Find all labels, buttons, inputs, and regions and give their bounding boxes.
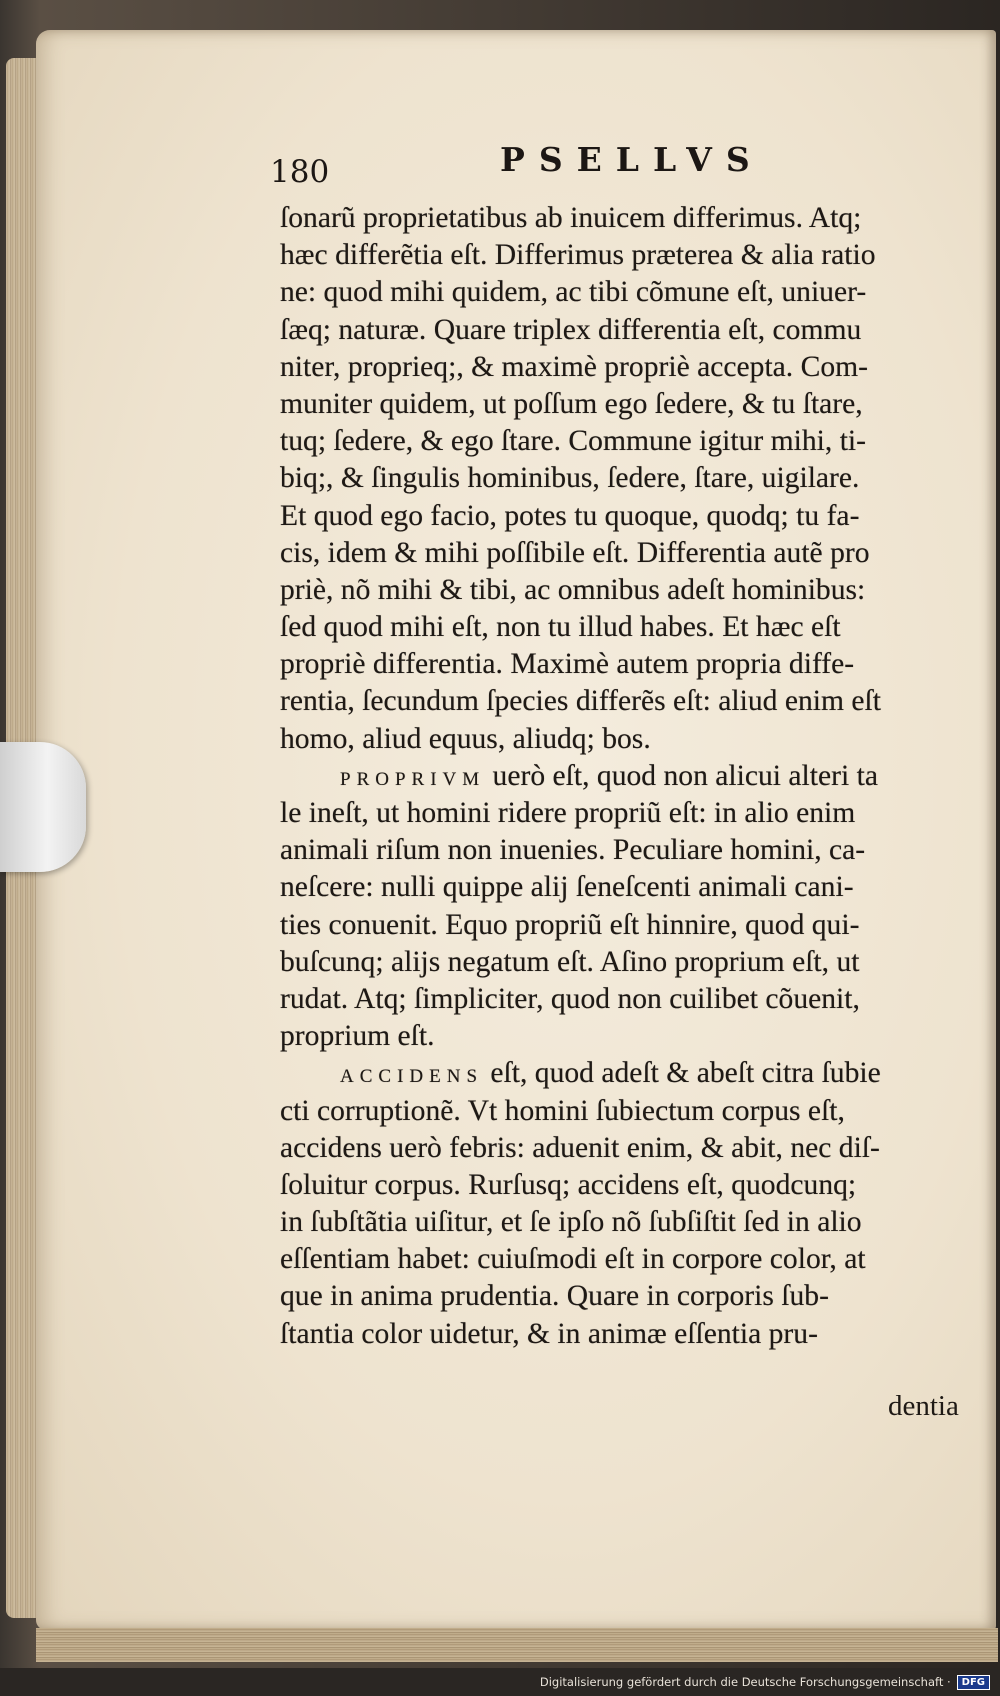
text-line [280,1055,970,1092]
text-line [280,274,970,311]
line-text: biq;, & ſingulis hominibus, ſedere, ſtare, uigilare. [280,462,860,495]
dfg-logo-icon: DFG [957,1675,990,1690]
text-line [280,386,970,423]
line-text: rudat. Atq; ſimpliciter, quod non cuilibet cõuenit, [280,982,860,1015]
line-text: muniter quidem, ut poſſum ego ſedere, & tu ſtare, [280,387,863,420]
line-text: niter, proprieq;, & maximè propriè accepta. Com- [280,350,869,383]
line-text: cti corruptionẽ. Vt homini ſubiectum corpus eſt, [280,1094,845,1127]
line-text: ſonarũ proprietatibus ab inuicem differimus. Atq; [280,202,862,234]
line-text: propriè differentia. Maximè autem propria diffe- [280,648,855,681]
page-bottom-edge [36,1628,998,1662]
line-text: ſæq; naturæ. Quare triplex differentia eſt, commu [280,313,862,346]
text-line [280,237,970,274]
text-line [280,200,970,237]
running-head: PSELLVS [500,140,764,179]
text-line [280,758,970,795]
line-text: neſcere: nulli quippe alij ſeneſcenti animali cani- [280,871,854,904]
text-line [280,981,970,1018]
line-text: eſſentiam habet: cuiuſmodi eſt in corpore color, at [280,1243,866,1276]
line-text: animali riſum non inuenies. Peculiare homini, ca- [280,834,866,867]
text-line [280,349,970,386]
text-line [280,572,970,609]
text-line [280,683,970,720]
line-text: hæc differẽtia eſt. Differimus præterea & alia ratio [280,239,876,272]
line-text: accidens uerò febris: aduenit enim, & abit, nec diſ- [280,1131,880,1164]
text-line [280,907,970,944]
text-line [280,944,970,981]
text-line [280,423,970,460]
page-header [270,138,970,188]
line-text: ſed quod mihi eſt, non tu illud habes. Et hæc eſt [280,611,841,644]
text-line [280,646,970,683]
line-text: priè, nõ mihi & tibi, ac omnibus adeſt hominibus: [280,573,866,606]
line-text: uerò eſt, quod non alicui alteri ta [485,759,878,792]
line-text: que in anima prudentia. Quare in corporis ſub- [280,1280,829,1313]
section-lead-word: PROPRIVM [340,768,486,790]
text-line [280,1130,970,1167]
text-line [280,869,970,906]
credit-text: Digitalisierung gefördert durch die Deutsche Forschungsgemeinschaft · [539,1675,951,1689]
text-line [280,460,970,497]
text-line [280,1241,970,1278]
text-line [280,1316,970,1353]
line-text: ſtantia color uidetur, & in animæ eſſentia pru- [280,1317,818,1350]
section-lead-word: ACCIDENS [340,1066,484,1088]
line-text: cis, idem & mihi poſſibile eſt. Differentia autẽ pro [280,536,870,569]
catchword: dentia [888,1390,959,1422]
line-text: proprium eſt. [280,1020,435,1053]
text-line [280,312,970,349]
line-text: tuq; ſedere, & ego ſtare. Commune igitur mihi, ti- [280,425,866,458]
line-text: ne: quod mihi quidem, ac tibi cõmune eſt, uniuer- [280,276,867,309]
line-text: in ſubſtãtia uiſitur, et ſe ipſo nõ ſubſiſtit ſed in alio [280,1206,862,1239]
line-text: le ineſt, ut homini ridere propriũ eſt: in alio enim [280,797,856,829]
page-clip [0,742,86,872]
text-line [280,1278,970,1315]
text-line [280,721,970,758]
text-line [280,535,970,572]
page-number: 180 [270,154,330,190]
digitization-credit [540,1672,990,1692]
line-text: ſoluitur corpus. Rurſusq; accidens eſt, quodcunq; [280,1168,857,1201]
text-line [280,1093,970,1130]
text-line [280,795,970,832]
line-text: eſt, quod adeſt & abeſt citra ſubie [483,1057,881,1090]
text-line [280,1018,970,1055]
line-text: buſcunq; alijs negatum eſt. Aſino proprium eſt, ut [280,945,860,978]
text-line [280,1204,970,1241]
line-text: homo, aliud equus, aliudq; bos. [280,722,651,755]
text-line [280,832,970,869]
text-line [280,609,970,646]
line-text: ties conuenit. Equo propriũ eſt hinnire, quod qui- [280,908,860,941]
line-text: rentia, ſecundum ſpecies differẽs eſt: aliud enim eſt [280,685,881,718]
text-line [280,1167,970,1204]
body-text [280,200,970,1353]
text-line [280,498,970,535]
line-text: Et quod ego facio, potes tu quoque, quodq; tu fa- [280,499,860,532]
